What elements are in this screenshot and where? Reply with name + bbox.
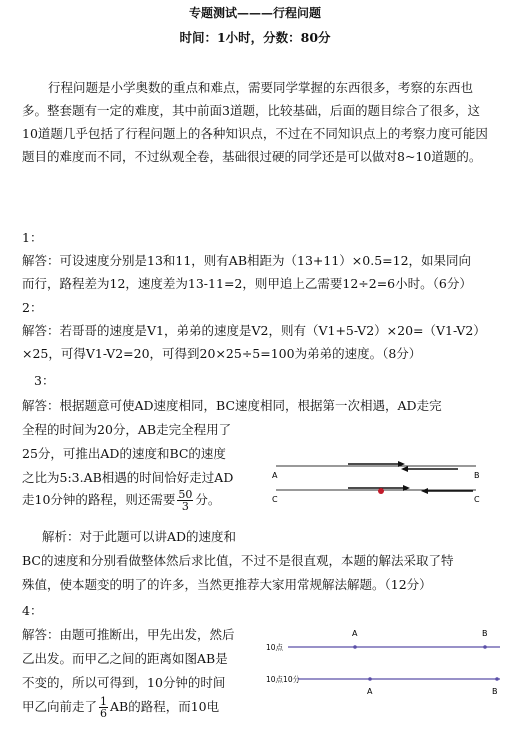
q3-fraction [177, 489, 193, 512]
q2-answer-line2: ×25，可得V1-V2=20，可得到20×25÷5=100为弟弟的速度。（8分） [22, 346, 422, 361]
q4-label-b2: B [492, 687, 498, 696]
q3-answer-line3: 25分，可推出AD的速度和BC的速度 [22, 446, 226, 461]
q3-meeting-point [378, 488, 384, 494]
q4-line4-text: 甲乙向前走了 [22, 699, 98, 714]
q4-fraction [99, 696, 108, 719]
q4-line4-suffix: AB的路程，而10电 [110, 699, 220, 714]
q4-row2-label: 10点10分 [266, 675, 301, 684]
q3-analysis-line3: 殊值，使本题变的明了的许多，当然更推荐大家用常规解法解题。（12分） [22, 577, 432, 592]
q3-analysis-line2: BC的速度和分别看做整体然后求比值，不过不是很直观，本题的解法采取了特 [22, 553, 454, 568]
q3-motion-diagram [268, 452, 498, 512]
q3-fraction-denominator: 3 [181, 500, 189, 513]
q4-point-b1 [483, 645, 487, 649]
q3-analysis-line1: 解析：对于此题可以讲AD的速度和 [42, 529, 237, 544]
q4-label-a2: A [367, 687, 373, 696]
q4-label-b1: B [482, 629, 488, 638]
q4-point-a1 [353, 645, 357, 649]
q4-label: 4： [22, 603, 43, 618]
q4-answer-line4 [22, 696, 219, 719]
q3-arrowhead-2 [401, 466, 408, 472]
q4-answer-line3: 不变的，所以可得到，10分钟的时间 [22, 675, 226, 690]
q3-fraction-numerator: 50 [178, 488, 193, 501]
q1-label: 1： [22, 230, 43, 245]
q3-label-a: A [272, 471, 278, 480]
q4-answer-line2: 乙出发。而甲乙之间的距离如图AB是 [22, 651, 228, 666]
q3-arrowhead-4 [421, 488, 428, 494]
q2-answer-line1: 解答：若哥哥的速度是V1，弟弟的速度是V2，则有（V1+5-V2）×20=（V1-V2） [22, 323, 486, 338]
intro-paragraph: 行程问题是小学奥数的重点和难点，需要同学掌握的东西很多，考察的东西也多。整套题有一定的难度，其中前面3道题，比较基础，后面的题目综合了很多，这10道题几乎包括了行程问题上的各种知识点，不过在不同知识点上的考察力度可能因题目的难度而不同，不过纵观全卷，基础很过硬的同学还是可以做对8~10道题的。 [22, 80, 488, 164]
q4-fraction-numerator: 1 [100, 695, 108, 708]
page-subtitle: 时间：1小时，分数：80分 [179, 30, 331, 45]
q3-label: 3： [34, 373, 55, 388]
q3-line5-text: 走10分钟的路程，则还需要 [22, 492, 176, 507]
q4-answer-line1: 解答：由题可推断出，甲先出发，然后 [22, 627, 235, 642]
page-title: 专题测试———行程问题 [188, 6, 321, 20]
q3-line5-suffix: 分。 [195, 492, 221, 507]
q4-row1-label: 10点 [266, 643, 284, 652]
q4-distance-diagram [262, 624, 504, 700]
q4-point-b2 [495, 677, 499, 681]
q3-answer-line2: 全程的时间为20分，AB走完全程用了 [22, 422, 232, 437]
q3-answer-line5 [22, 489, 220, 512]
q4-fraction-denominator: 6 [100, 707, 108, 720]
q2-label: 2： [22, 300, 43, 315]
q1-answer-line2: 而行，路程差为12，速度差为13-11=2，则甲追上乙需要12÷2=6小时。（6分） [22, 276, 472, 291]
q4-point-a2 [368, 677, 372, 681]
q3-label-b: B [474, 471, 480, 480]
q3-answer-line1: 解答：根据题意可使AD速度相同，BC速度相同，根据第一次相遇，AD走完 [22, 398, 442, 413]
q3-label-c2: C [474, 495, 480, 504]
q3-label-c: C [272, 495, 278, 504]
q3-answer-line4: 之比为5:3.AB相遇的时间恰好走过AD [22, 470, 234, 485]
q1-answer-line1: 解答：可设速度分别是13和11，则有AB相距为（13+11）×0.5=12，如果同向 [22, 253, 472, 268]
q4-label-a1: A [352, 629, 358, 638]
